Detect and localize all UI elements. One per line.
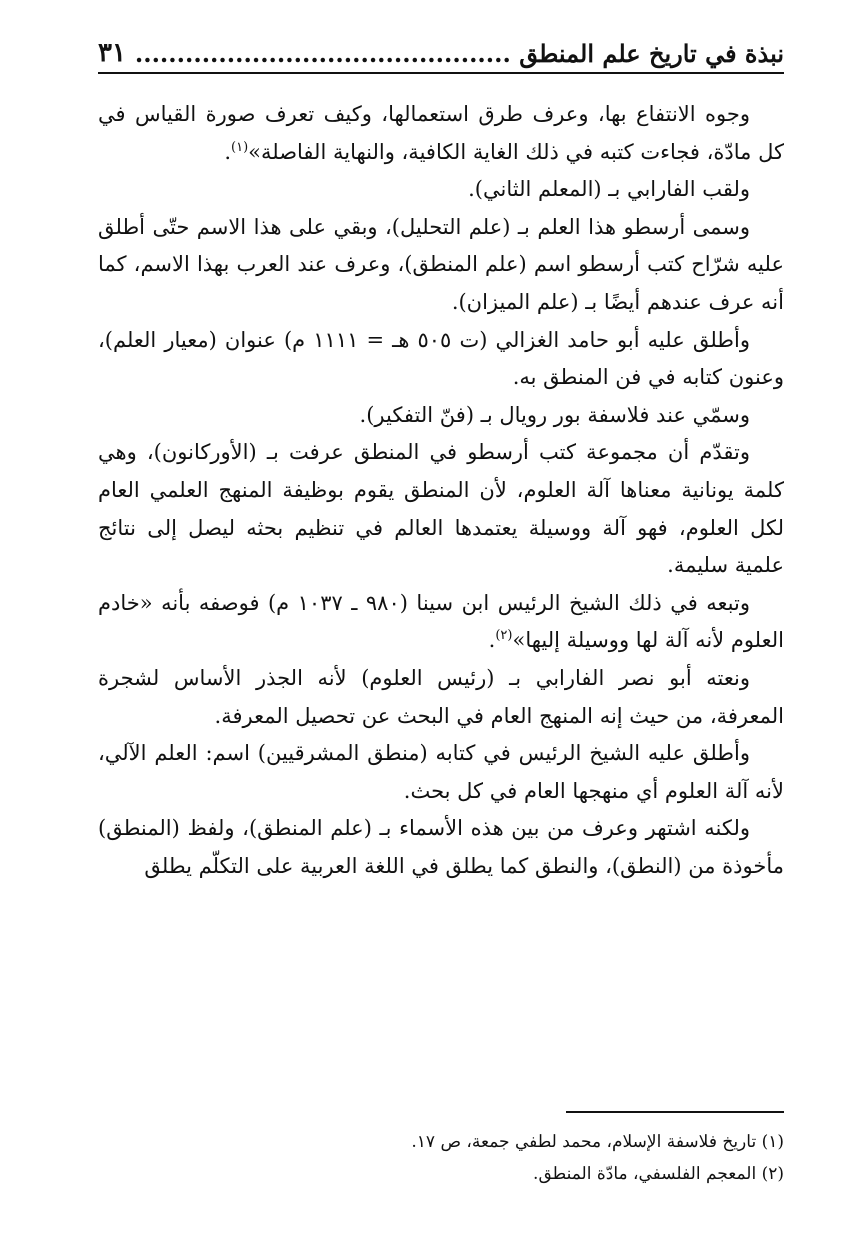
paragraph: وتبعه في ذلك الشيخ الرئيس ابن سينا (٩٨٠ ـ ١٠٣٧ م) فوصفه بأنه «خادم العلوم لأنه آلة لها ووسيلة إليها»$^{(٢)}$. [98,590,784,653]
footnote-divider [566,1111,784,1113]
body-text [98,96,784,885]
paragraph: ونعته أبو نصر الفارابي بـ (رئيس العلوم) لأنه الجذر الأساس لشجرة المعرفة، من حيث إنه المنهج العام في البحث عن تحصيل المعرفة. [98,665,784,728]
page-header [98,30,784,74]
footnote-item: (٢) المعجم الفلسفي، مادّة المنطق. [533,1164,784,1184]
paragraph: وسمّي عند فلاسفة بور رويال بـ (فنّ التفكير). [359,402,750,427]
paragraph: وتقدّم أن مجموعة كتب أرسطو في المنطق عرفت بـ (الأوركانون)، وهي كلمة يونانية معناها آلة العلوم، لأن المنطق يقوم بوظيفة المنهج العلمي العام لكل العلوم، فهو آلة ووسيلة يعتمدها العالم في تنظيم بحثه ليصل إلى نتائج علمية سليمة. [98,440,784,578]
footnote-ref: (٢) [495,628,513,644]
paragraph: وسمى أرسطو هذا العلم بـ (علم التحليل)، وبقي على هذا الاسم حتّى أطلق عليه شرّاح كتب أرسطو اسم (علم المنطق)، وعرف عند العرب بهذا الاسم، كما أنه عرف عندهم أيضًا بـ (علم الميزان). [98,214,784,314]
paragraph: وأطلق عليه أبو حامد الغزالي (ت ٥٠٥ هـ = ١١١١ م) عنوان (معيار العلم)، وعنون كتابه في فن المنطق به. [98,327,784,390]
paragraph: ولقب الفارابي بـ (المعلم الثاني). [468,177,750,202]
footnote-item: (١) تاريخ فلاسفة الإسلام، محمد لطفي جمعة، ص ١٧. [411,1132,784,1152]
footnotes [98,1126,784,1190]
page-number: ٣١ [98,38,126,68]
paragraph: وجوه الانتفاع بها، وعرف طرق استعمالها، وكيف تعرف صورة القياس في كل مادّة، فجاءت كتبه في ذلك الغاية الكافية، والنهاية الفاصلة»$^{(١)}$. [98,102,784,164]
running-title: نبذة في تاريخ علم المنطق ............................................. [134,39,784,68]
paragraph: وأطلق عليه الشيخ الرئيس في كتابه (منطق المشرقيين) اسم: العلم الآلي، لأنه آلة العلوم أي منهجها العام في كل بحث. [98,741,784,803]
paragraph: ولكنه اشتهر وعرف من بين هذه الأسماء بـ (علم المنطق)، ولفظ (المنطق) مأخوذة من (النطق)، والنطق كما يطلق في اللغة العربية على التكلّم يطلق [98,816,784,878]
footnote-ref: (١) [231,139,249,155]
